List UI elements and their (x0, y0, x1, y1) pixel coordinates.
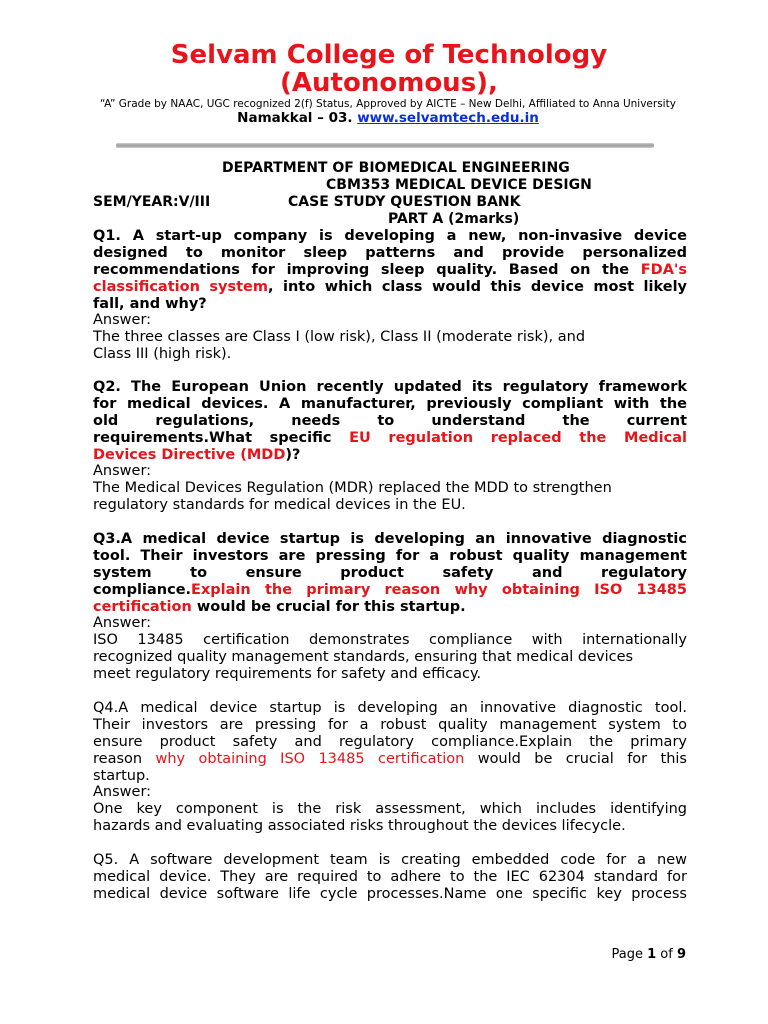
part-title: PART A (2marks) (388, 211, 520, 227)
department-title: DEPARTMENT OF BIOMEDICAL ENGINEERING (222, 160, 570, 176)
website-link[interactable]: www.selvamtech.edu.in (357, 110, 539, 126)
question-4: Q4.A medical device startup is developing an innovative diagnostic tool. Their investors are pressing for a robust quality management system to ensure product safety and regulatory compliance.Explain the primary reason why obtaining ISO 13485 certification would be crucial for this startup. (93, 700, 687, 784)
answer-1: Answer: The three classes are Class I (low risk), Class II (moderate risk), and Class III (high risk). (93, 312, 687, 363)
answer-3: Answer: ISO 13485 certification demonstrates compliance with internationally recognized quality management standards, ensuring that medical devices meet regulatory requirements for safety and efficacy. (93, 615, 687, 682)
answer-4: Answer: One key component is the risk assessment, which includes identifying hazards and evaluating associated risks throughout the devices lifecycle. (93, 784, 687, 834)
location: Namakkal – 03. (237, 110, 353, 126)
course-title: CBM353 MEDICAL DEVICE DESIGN (326, 177, 592, 193)
header-divider (116, 143, 654, 148)
question-5: Q5. A software development team is creating embedded code for a new medical device. They are required to adhere to the IEC 62304 standard for medical device software life cycle processes.Name one specific key process (93, 852, 687, 902)
question-bank-title: CASE STUDY QUESTION BANK (288, 194, 521, 210)
question-2: Q2. The European Union recently updated its regulatory framework for medical devices. A manufacturer, previously compliant with the old regulations, needs to understand the current requirements.What specific EU regulation replaced the Medical Devices Directive (MDD)? (93, 379, 687, 463)
accreditation-line: “A” Grade by NAAC, UGC recognized 2(f) Status, Approved by AICTE – New Delhi, Affiliated to Anna University (100, 98, 676, 110)
question-1: Q1. A start-up company is developing a new, non-invasive device designed to monitor sleep patterns and provide personalized recommendations for improving sleep quality. Based on the FDA's classification system, into which class would this device most likely fall, and why? (93, 228, 687, 312)
answer-2: Answer: The Medical Devices Regulation (MDR) replaced the MDD to strengthen regulatory standards for medical devices in the EU. (93, 463, 687, 514)
page-number: Page 1 of 9 (611, 947, 686, 962)
address-line (0, 110, 768, 126)
answer-label: Answer: (93, 312, 152, 328)
answer-label: Answer: (93, 784, 152, 800)
answer-label: Answer: (93, 463, 152, 479)
college-name: Selvam College of Technology (170, 40, 608, 70)
sem-year: SEM/YEAR:V/III (93, 194, 211, 210)
answer-label: Answer: (93, 615, 152, 631)
college-status: (Autonomous), (280, 68, 498, 98)
question-3: Q3.A medical device startup is developing an innovative diagnostic tool. Their investors are pressing for a robust quality management system to ensure product safety and regulatory compliance.Explain the primary reason why obtaining ISO 13485 certification would be crucial for this startup. (93, 531, 687, 615)
